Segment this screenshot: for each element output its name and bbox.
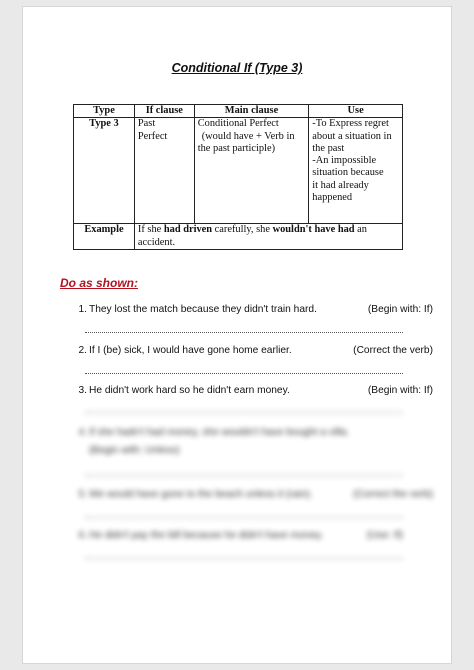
cell-example-sentence [134,224,402,250]
table-row-type3 [74,118,403,224]
cell-line: Past [137,118,156,130]
cell-example-label: Example [74,224,135,250]
example-bold-verb: wouldn't have had [272,224,355,236]
exercise-instruction: (Begin with: Unless) [89,445,180,456]
exercise-sentence: We would have gone to the beach unless it (rain). [89,489,313,500]
header-type: Type [74,105,135,118]
example-line-1 [138,224,399,236]
exercise-number: 3. [78,385,87,396]
exercise-sentence: They lost the match because they didn't train hard. [89,304,317,315]
example-text: carefully, she [212,224,273,236]
exercise-instruction: (Begin with: If) [367,385,433,396]
cell-line: situation because [312,167,384,179]
cell-main-clause [194,118,309,224]
cell-line: the past [312,142,345,154]
cell-line: Conditional Perfect [197,118,279,130]
example-text: If she [137,224,164,236]
answer-line[interactable] [85,475,403,476]
cell-line: Perfect [137,130,168,142]
exercise-sentence: He didn't work hard so he didn't earn money. [89,385,290,396]
cell-line: happened [312,192,353,204]
exercise-instruction: (Correct the verb) [353,489,433,500]
exercise-instruction: (Begin with: If) [367,304,433,315]
exercise-sentence: He didn't pay the bill because he didn't have money. [89,530,324,541]
answer-line[interactable] [85,558,403,559]
exercise-number: 6. [78,530,87,541]
header-if-clause: If clause [134,105,194,118]
header-use: Use [309,105,403,118]
table-header-row [74,105,403,118]
exercise-number: 4. [78,427,87,438]
header-main-clause: Main clause [194,105,309,118]
cell-line: -To Express regret [312,118,389,130]
cell-line: the past participle) [197,142,276,154]
answer-line[interactable] [85,517,403,518]
cell-line: (would have + Verb in [201,130,295,142]
exercise-instruction: (Correct the verb) [353,345,433,356]
exercise-number: 1. [78,304,87,315]
cell-if-clause [134,118,194,224]
cell-line: it had already [312,179,369,191]
answer-line[interactable] [85,373,403,374]
example-bold-verb: had driven [163,224,213,236]
cell-type: Type 3 [74,118,135,224]
exercise-sentence: If she hadn't had money, she wouldn't have bought a villa. [89,427,350,438]
exercise-instruction: (Use: If) [366,530,403,541]
exercise-number: 2. [78,345,87,356]
grammar-table [73,104,403,250]
example-text: an [354,224,367,236]
section-heading: Do as shown: [60,276,139,290]
answer-line[interactable] [85,412,403,413]
cell-line: -An impossible [312,155,377,167]
worksheet-page [22,6,452,664]
answer-line[interactable] [85,332,403,333]
cell-line: about a situation in [312,130,392,142]
worksheet-title: Conditional If (Type 3) [171,61,303,75]
cell-use [309,118,403,224]
example-line-2: accident. [137,236,176,248]
table-row-example [74,224,403,250]
exercise-number: 5. [78,489,87,500]
exercise-sentence: If I (be) sick, I would have gone home earlier. [89,345,292,356]
